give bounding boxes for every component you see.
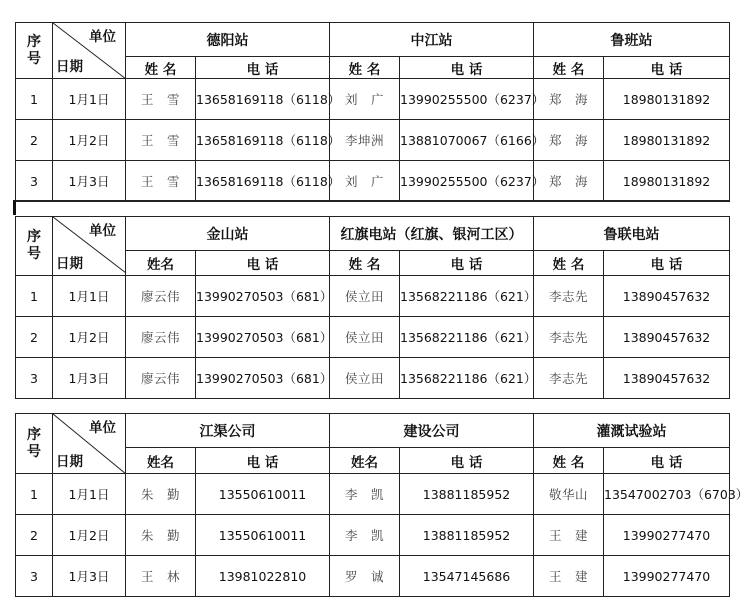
station-header: 金山站	[126, 217, 330, 251]
table-row	[16, 276, 730, 317]
seq-cell: 2	[16, 515, 53, 556]
date-cell: 1月3日	[53, 161, 126, 202]
date-cell: 1月1日	[53, 474, 126, 515]
seq-cell: 3	[16, 161, 53, 202]
phone-cell: 13981022810	[196, 556, 330, 597]
table-row	[16, 161, 730, 202]
seq-cell: 3	[16, 358, 53, 399]
name-cell: 王 雪	[126, 120, 196, 161]
name-cell: 李 凯	[330, 474, 400, 515]
seq-header: 序 号	[16, 217, 53, 276]
phone-column-header: 电 话	[400, 448, 534, 474]
phone-column-header: 电 话	[196, 448, 330, 474]
name-cell: 王 建	[534, 556, 604, 597]
name-cell: 李志先	[534, 358, 604, 399]
phone-cell: 18980131892	[604, 120, 730, 161]
seq-cell: 1	[16, 79, 53, 120]
date-label: 日期	[56, 59, 83, 75]
station-header: 鲁班站	[534, 23, 730, 57]
unit-label: 单位	[89, 29, 116, 45]
name-cell: 郑 海	[534, 161, 604, 202]
name-column-header: 姓名	[126, 448, 196, 474]
phone-cell: 13547002703（6703）	[604, 474, 730, 515]
name-cell: 王 林	[126, 556, 196, 597]
table-row	[16, 317, 730, 358]
name-cell: 侯立田	[330, 317, 400, 358]
seq-cell: 1	[16, 276, 53, 317]
name-column-header: 姓 名	[330, 57, 400, 79]
phone-column-header: 电 话	[604, 448, 730, 474]
table-row	[16, 474, 730, 515]
date-cell: 1月3日	[53, 358, 126, 399]
seq-cell: 2	[16, 317, 53, 358]
phone-cell: 13890457632	[604, 276, 730, 317]
name-cell: 李 凯	[330, 515, 400, 556]
diagonal-header-cell	[53, 217, 126, 276]
name-cell: 王 建	[534, 515, 604, 556]
seq-cell: 1	[16, 474, 53, 515]
duty-table-2	[15, 216, 729, 399]
phone-cell: 13890457632	[604, 358, 730, 399]
station-header: 中江站	[330, 23, 534, 57]
table-row	[16, 120, 730, 161]
station-header: 德阳站	[126, 23, 330, 57]
name-cell: 侯立田	[330, 276, 400, 317]
name-cell: 刘 广	[330, 161, 400, 202]
phone-cell: 13568221186（621）	[400, 317, 534, 358]
date-label: 日期	[56, 256, 83, 272]
name-cell: 郑 海	[534, 120, 604, 161]
phone-cell: 13550610011	[196, 515, 330, 556]
station-header: 江渠公司	[126, 414, 330, 448]
phone-column-header: 电 话	[196, 251, 330, 276]
phone-cell: 13568221186（621）	[400, 276, 534, 317]
name-cell: 侯立田	[330, 358, 400, 399]
phone-cell: 13990270503（681）	[196, 358, 330, 399]
name-column-header: 姓 名	[534, 448, 604, 474]
phone-cell: 13658169118（6118）	[196, 120, 330, 161]
table-row	[16, 79, 730, 120]
phone-cell: 13547145686	[400, 556, 534, 597]
date-cell: 1月2日	[53, 515, 126, 556]
phone-column-header: 电 话	[604, 57, 730, 79]
phone-cell: 18980131892	[604, 161, 730, 202]
name-cell: 王 雪	[126, 79, 196, 120]
date-label: 日期	[56, 454, 83, 470]
name-cell: 李志先	[534, 317, 604, 358]
date-cell: 1月2日	[53, 120, 126, 161]
date-cell: 1月3日	[53, 556, 126, 597]
unit-label: 单位	[89, 223, 116, 239]
name-cell: 李志先	[534, 276, 604, 317]
unit-label: 单位	[89, 420, 116, 436]
phone-cell: 13990255500（6237）	[400, 161, 534, 202]
date-cell: 1月1日	[53, 79, 126, 120]
diagonal-header-cell	[53, 414, 126, 474]
phone-column-header: 电 话	[196, 57, 330, 79]
section-divider	[13, 200, 729, 215]
phone-cell: 13658169118（6118）	[196, 79, 330, 120]
name-column-header: 姓名	[330, 448, 400, 474]
phone-cell: 13881070067（6166）	[400, 120, 534, 161]
name-column-header: 姓 名	[534, 57, 604, 79]
duty-table-3	[15, 413, 748, 597]
name-column-header: 姓 名	[126, 57, 196, 79]
phone-cell: 13990277470	[604, 556, 730, 597]
name-cell: 王 雪	[126, 161, 196, 202]
phone-cell: 13658169118（6118）	[196, 161, 330, 202]
phone-cell: 18980131892	[604, 79, 730, 120]
phone-cell: 13990270503（681）	[196, 317, 330, 358]
name-cell: 廖云伟	[126, 358, 196, 399]
name-cell: 朱 勤	[126, 515, 196, 556]
name-column-header: 姓名	[126, 251, 196, 276]
phone-cell: 13990270503（681）	[196, 276, 330, 317]
name-cell: 李坤洲	[330, 120, 400, 161]
seq-header: 序 号	[16, 23, 53, 79]
phone-column-header: 电 话	[604, 251, 730, 276]
name-cell: 朱 勤	[126, 474, 196, 515]
name-cell: 廖云伟	[126, 317, 196, 358]
name-cell: 罗 诚	[330, 556, 400, 597]
diagonal-header-cell	[53, 23, 126, 79]
phone-cell: 13881185952	[400, 515, 534, 556]
name-column-header: 姓 名	[330, 251, 400, 276]
station-header: 建设公司	[330, 414, 534, 448]
table-row	[16, 358, 730, 399]
station-header: 灌溉试验站	[534, 414, 730, 448]
date-cell: 1月2日	[53, 317, 126, 358]
date-cell: 1月1日	[53, 276, 126, 317]
seq-cell: 3	[16, 556, 53, 597]
seq-header: 序 号	[16, 414, 53, 474]
station-header: 鲁联电站	[534, 217, 730, 251]
phone-cell: 13890457632	[604, 317, 730, 358]
station-header: 红旗电站（红旗、银河工区）	[330, 217, 534, 251]
phone-cell: 13550610011	[196, 474, 330, 515]
phone-cell: 13990255500（6237）	[400, 79, 534, 120]
name-column-header: 姓 名	[534, 251, 604, 276]
phone-cell: 13568221186（621）	[400, 358, 534, 399]
name-cell: 刘 广	[330, 79, 400, 120]
table-row	[16, 556, 730, 597]
phone-cell: 13881185952	[400, 474, 534, 515]
name-cell: 廖云伟	[126, 276, 196, 317]
phone-column-header: 电 话	[400, 57, 534, 79]
phone-cell: 13990277470	[604, 515, 730, 556]
phone-column-header: 电 话	[400, 251, 534, 276]
name-cell: 郑 海	[534, 79, 604, 120]
table-row	[16, 515, 730, 556]
name-cell: 敬华山	[534, 474, 604, 515]
seq-cell: 2	[16, 120, 53, 161]
duty-table-1	[15, 22, 729, 202]
